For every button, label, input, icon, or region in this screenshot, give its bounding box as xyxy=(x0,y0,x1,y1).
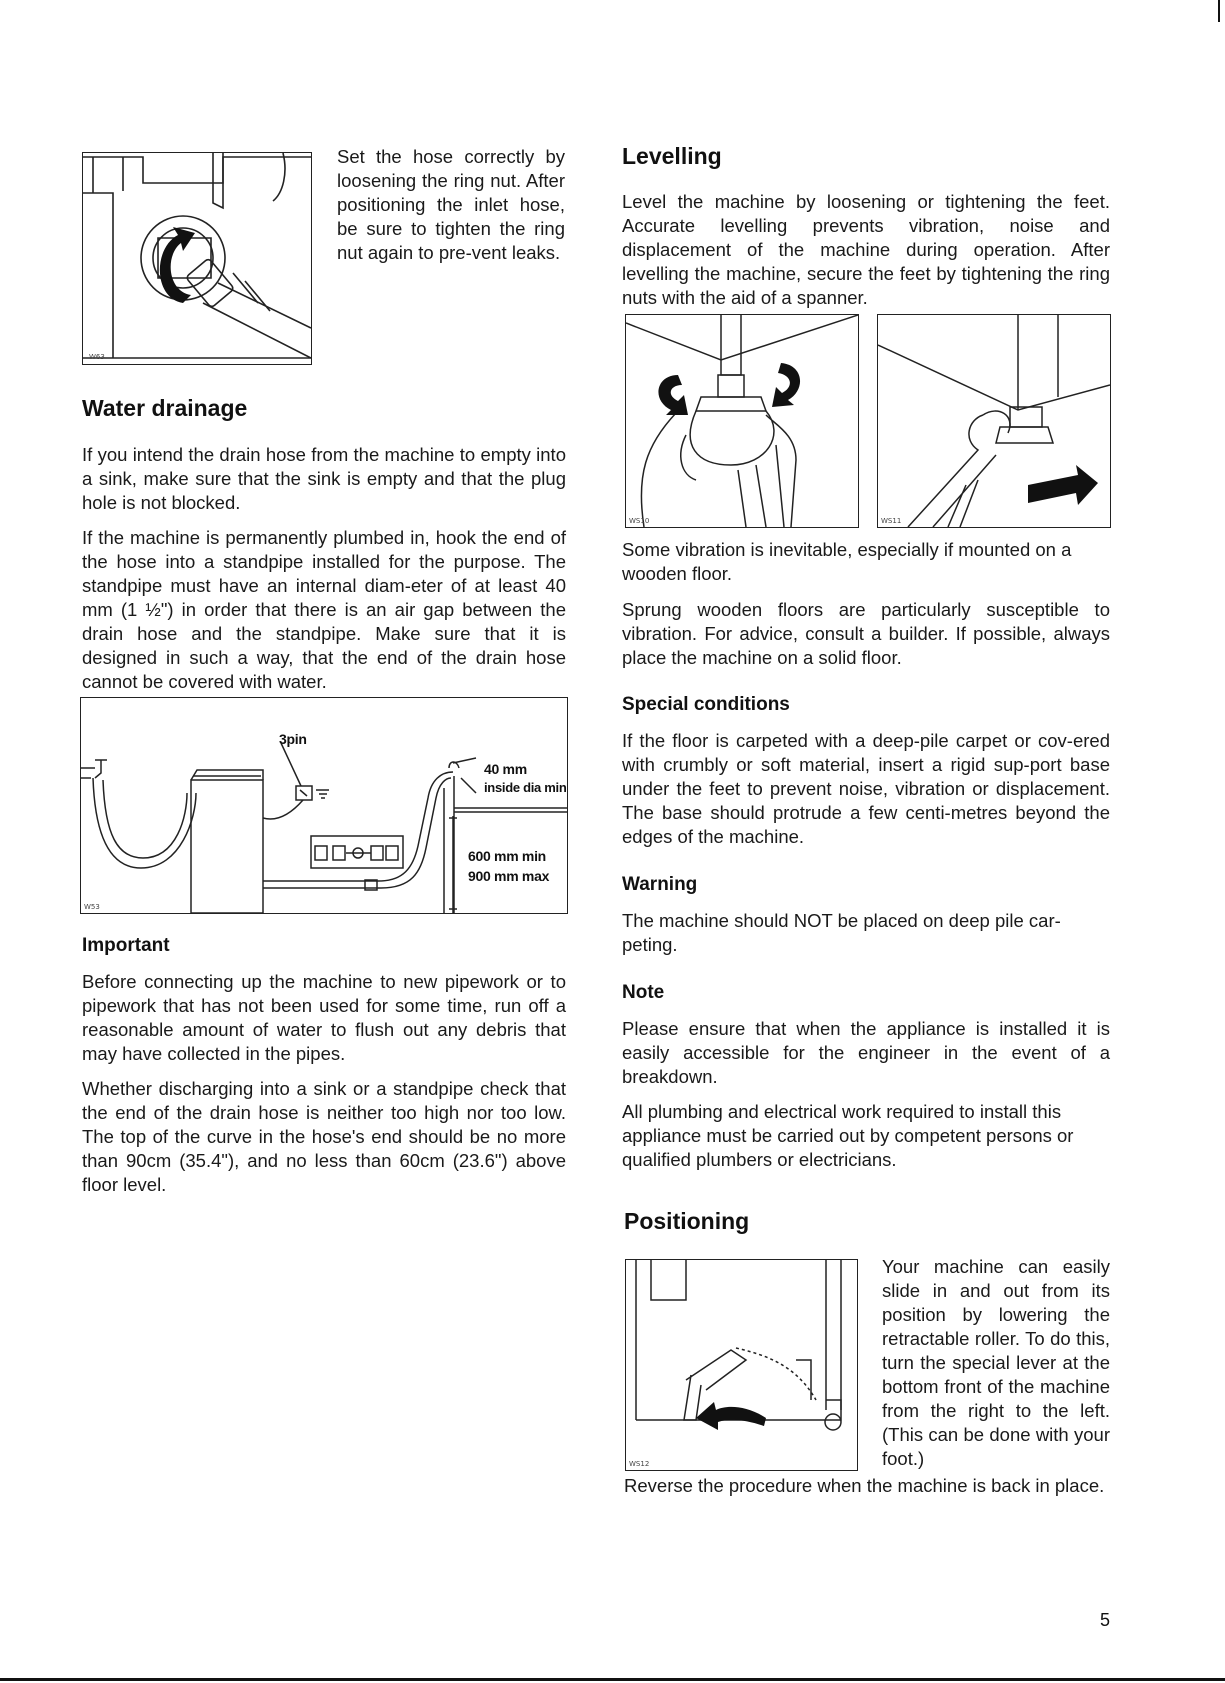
roller-lever-illustration xyxy=(625,1259,858,1471)
water-drainage-paragraph-2: If the machine is permanently plumbed in, hook the end of the hose into a standpipe installed for the purpose. The standpipe must have an internal diam-eter of at least 40 mm (1 ½") in order that there is an air gap between the drain hose and the standpipe. Make sure that it is designed in such a way, that the end of the drain hose cannot be covered with water. xyxy=(82,527,566,692)
figure-code: WS11 xyxy=(881,517,902,525)
page-number: 5 xyxy=(1100,1610,1111,1630)
water-drainage-heading: Water drainage xyxy=(82,395,248,421)
note-paragraph-1: Please ensure that when the appliance is installed it is easily accessible for the engineer in the event of a breakdown. xyxy=(622,1018,1110,1087)
positioning-side-text: Your machine can easily slide in and out from its position by lowering the retractable roller. To do this, turn the special lever at the bottom front of the machine from the right to the left. (This can be done with your foot.) xyxy=(882,1256,1110,1469)
special-conditions-paragraph: If the floor is carpeted with a deep-pile carpet or cov-ered with crumbly or soft material, insert a rigid sup-port base under the feet to prevent noise, vibration or displacement. The base should protrude a few centi-metres beyond the edges of the machine. xyxy=(622,730,1110,847)
label-40mm: 40 mm xyxy=(484,761,527,777)
figure-code: WS10 xyxy=(629,517,650,525)
label-900mm: 900 mm max xyxy=(468,868,550,884)
levelling-paragraph-1: Level the machine by loosening or tightening the feet. Accurate levelling prevents vibration, noise and displacement of the machine during operation. After levelling the machine, secure the feet by tightening the ring nuts with the aid of a spanner. xyxy=(622,191,1110,308)
levelling-hand-illustration xyxy=(625,314,859,528)
warning-paragraph: The machine should NOT be placed on deep pile car-peting. xyxy=(622,910,1061,955)
levelling-paragraph-2: Some vibration is inevitable, especially if mounted on a wooden floor. xyxy=(622,539,1072,584)
levelling-paragraph-3: Sprung wooden floors are particularly susceptible to vibration. For advice, consult a builder. If possible, always place the machine on a solid floor. xyxy=(622,599,1110,668)
important-paragraph-2: Whether discharging into a sink or a standpipe check that the end of the drain hose is neither too high nor too low. The top of the curve in the hose's end should be no more than 90cm (35.4"), and no less than 60cm (23.6") above floor level. xyxy=(82,1078,566,1195)
page-bottom-rule xyxy=(0,1678,1225,1681)
label-600mm: 600 mm min xyxy=(468,848,546,864)
water-drainage-paragraph-1: If you intend the drain hose from the machine to empty into a sink, make sure that the sink is empty and that the plug hole is not blocked. xyxy=(82,444,566,513)
note-heading: Note xyxy=(622,982,665,1003)
label-inside-dia: inside dia min xyxy=(484,780,567,795)
figure-code: W53 xyxy=(84,903,100,911)
important-heading: Important xyxy=(82,935,170,956)
positioning-heading: Positioning xyxy=(624,1208,750,1234)
levelling-heading: Levelling xyxy=(622,143,722,169)
special-conditions-heading: Special conditions xyxy=(622,694,790,715)
warning-heading: Warning xyxy=(622,874,698,895)
figure-code: W63 xyxy=(89,353,105,361)
page-edge-mark xyxy=(1218,0,1220,22)
hose-ring-nut-illustration xyxy=(82,152,312,365)
label-3pin: 3pin xyxy=(279,731,307,747)
drain-diagram xyxy=(80,697,568,914)
figure-code: WS12 xyxy=(629,1460,650,1468)
hose-intro-text: Set the hose correctly by loosening the ring nut. After positioning the inlet hose, be sure to tighten the ring nut again to pre-vent leaks. xyxy=(337,146,565,263)
positioning-paragraph-2: Reverse the procedure when the machine is back in place. xyxy=(624,1475,1105,1496)
note-paragraph-2: All plumbing and electrical work required to install this appliance must be carried out by competent persons or qualified plumbers or electricians. xyxy=(622,1101,1074,1170)
important-paragraph-1: Before connecting up the machine to new pipework or to pipework that has not been used for some time, run off a reasonable amount of water to flush out any debris that may have collected in the pipes. xyxy=(82,971,566,1064)
levelling-spanner-illustration xyxy=(877,314,1111,528)
